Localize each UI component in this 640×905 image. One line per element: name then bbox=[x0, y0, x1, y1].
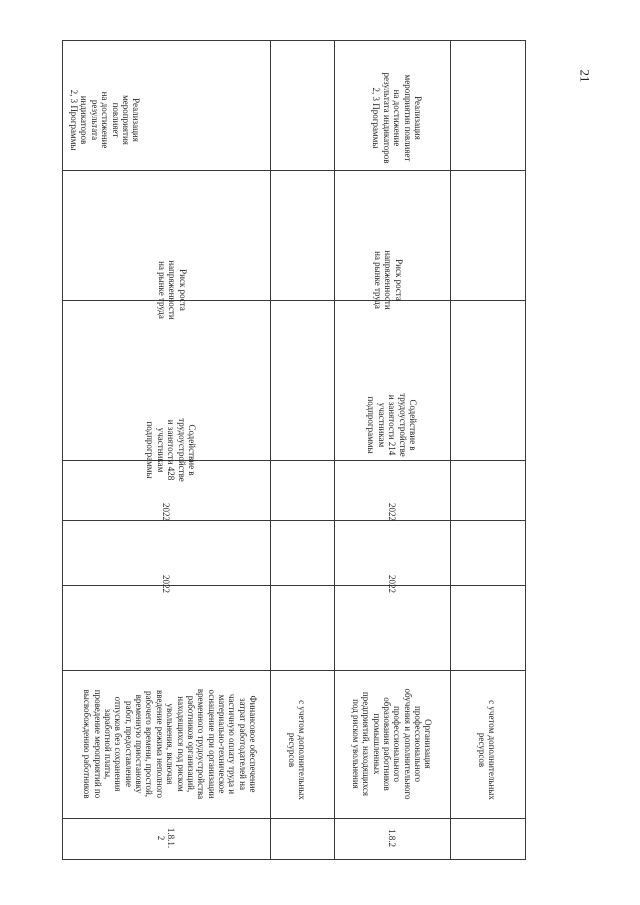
column-divider bbox=[62, 520, 526, 521]
table-border-bottom bbox=[62, 859, 526, 860]
table-border-top bbox=[62, 40, 526, 41]
page-number: 21 bbox=[577, 69, 593, 83]
row-risk: Риск роста напряженности на рынке труда bbox=[372, 250, 404, 310]
row-number: 1.8.1. 2 bbox=[156, 827, 177, 849]
table-border-left bbox=[62, 40, 63, 860]
row-divider bbox=[270, 40, 271, 860]
row-link: Реализация мероприятия повлияет на достижение результата индикаторов 2, 3 Программы bbox=[371, 72, 423, 164]
row-end-year: 2022 bbox=[161, 503, 172, 521]
row-name: Организация профессионального обучения и дополнительного профессионального образования работников промышленных предприятий, находящихся под риском увольнения bbox=[350, 688, 434, 800]
row-link: Реализация мероприятия повлияет на достижение результата индикаторов 2, 3 Программы bbox=[69, 89, 142, 151]
rotated-table bbox=[62, 40, 526, 860]
row-name: с учетом дополнительных ресурсов bbox=[287, 700, 308, 800]
row-number: 1.8.2 bbox=[387, 829, 398, 847]
row-start-year: 2022 bbox=[161, 575, 172, 593]
row-result: Содействие в трудоустройстве и занятости 214 участникам подпрограммы bbox=[366, 393, 418, 457]
row-risk: Риск роста напряженности на рынке труда bbox=[156, 260, 188, 320]
row-result: Содействие в трудоустройстве и занятости 428 участникам подпрограммы bbox=[145, 418, 197, 482]
row-end-year: 2022 bbox=[387, 503, 398, 521]
column-divider bbox=[62, 170, 526, 171]
row-name: с учетом дополнительных ресурсов bbox=[477, 700, 498, 800]
row-start-year: 2022 bbox=[387, 575, 398, 593]
table-border-right bbox=[525, 40, 526, 860]
row-name: Финансовое обеспечение затрат работодателей на частичную оплату труда и материально-техническое оснащение при организации временного трудоустройства работников организаций, находящихся под риском увольнения, включая введение режима неполного рабочего времени, простой, временную приостановку работ, предоставление отпусков без сохранения заработной платы, проведение мероприятий по высвобождению работников bbox=[82, 688, 258, 800]
column-divider bbox=[62, 585, 526, 586]
